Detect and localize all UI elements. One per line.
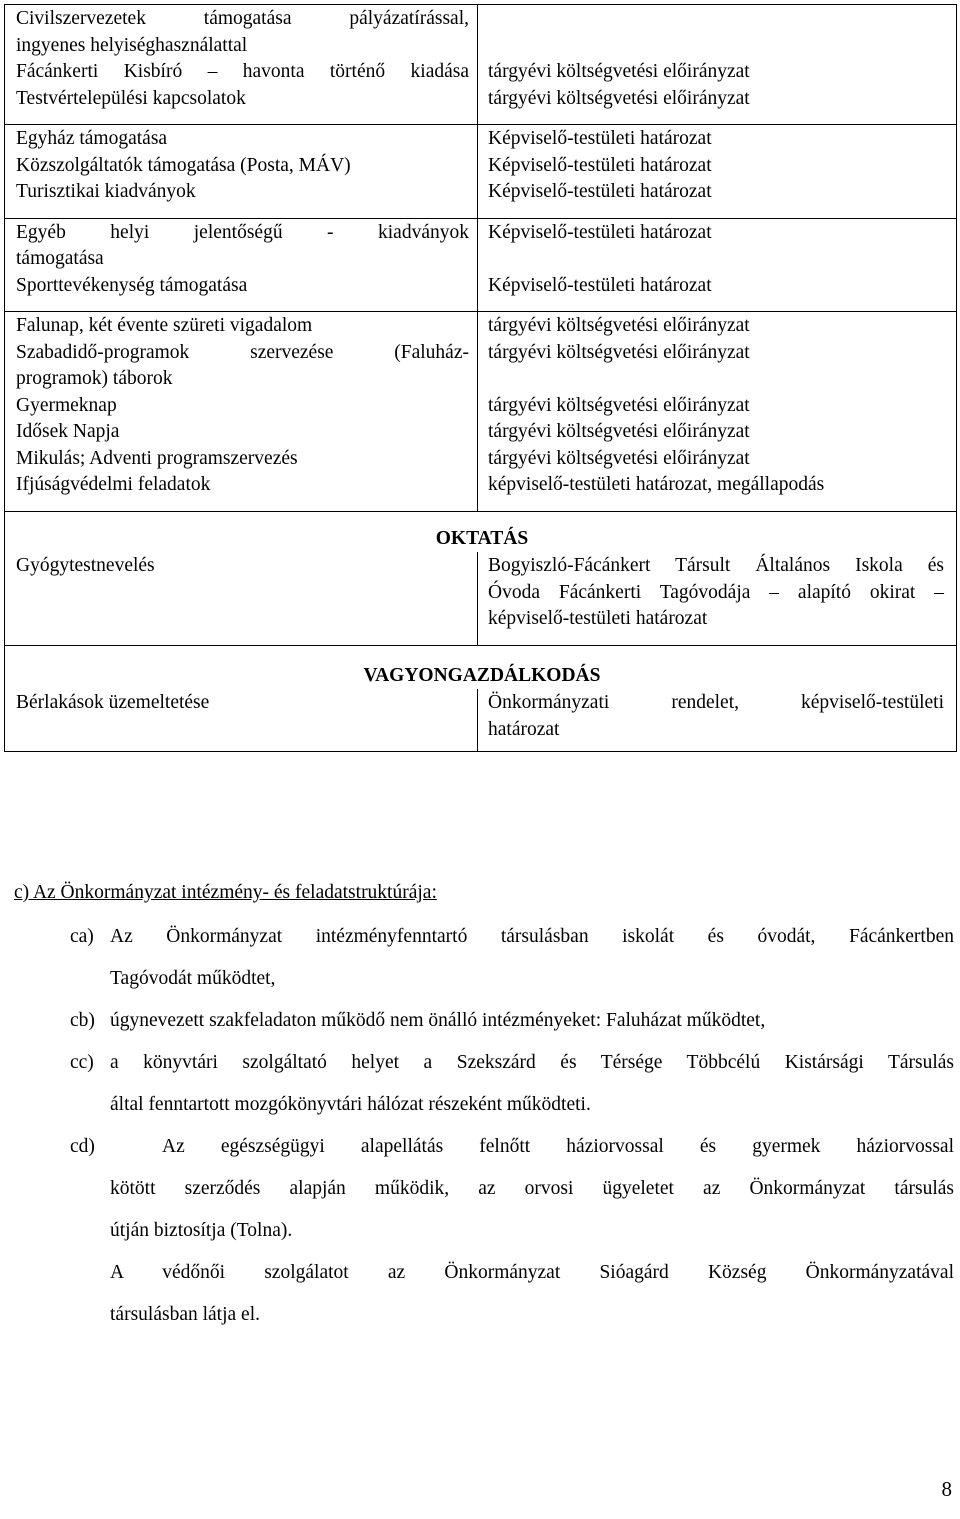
duties-table-body — [5, 5, 957, 752]
legal-basis-line: Önkormányzati rendelet, képviselő-testületi — [488, 692, 944, 713]
task-cell — [5, 312, 478, 512]
legal-basis-line: tárgyévi költségvetési előirányzat — [488, 61, 750, 82]
list-item-line: Az Önkormányzat intézményfenntartó társulásban iskolát és óvodát, Fácánkertben — [110, 926, 954, 947]
blank-line — [488, 366, 944, 393]
list-item-label: ca) — [70, 926, 94, 947]
institution-structure-section — [14, 878, 954, 1336]
table-row — [5, 125, 957, 219]
list-item-line: kötött szerződés alapján működik, az orvosi ügyeletet az Önkormányzat társulás — [110, 1178, 954, 1199]
legal-basis-line: tárgyévi költségvetési előirányzat — [488, 421, 750, 442]
task-line: Civilszervezetek támogatása pályázatírással, — [16, 8, 469, 29]
task-cell — [5, 689, 478, 752]
legal-basis-line: tárgyévi költségvetési előirányzat — [488, 394, 750, 416]
table-row — [5, 312, 957, 512]
task-cell — [5, 5, 478, 125]
task-line: Falunap, két évente szüreti vigadalom — [16, 315, 313, 336]
task-line: Idősek Napja — [16, 421, 120, 442]
task-line: Turisztikai kiadványok — [16, 181, 196, 202]
list-item-text — [110, 1000, 954, 1042]
list-item — [14, 1000, 954, 1042]
task-line: Bérlakások üzemeltetése — [16, 692, 210, 713]
heading-oktatas-row — [5, 511, 957, 552]
heading-oktatas: OKTATÁS — [5, 511, 957, 552]
task-line: ingyenes helyiséghasználattal — [16, 34, 248, 56]
task-line: Sporttevékenység támogatása — [16, 274, 248, 296]
legal-basis-line: tárgyévi költségvetési előirányzat — [488, 447, 750, 469]
list-item-line: úgynevezett szakfeladaton működő nem önálló intézményeket: Faluházat működtet, — [110, 1010, 766, 1031]
table-row — [5, 5, 957, 125]
list-item-label: cb) — [70, 1010, 95, 1031]
list-item-label: cd) — [70, 1136, 95, 1157]
blank-line — [488, 33, 944, 60]
table-row — [5, 552, 957, 645]
legal-basis-cell — [478, 5, 957, 125]
task-line: Ifjúságvédelmi feladatok — [16, 474, 211, 495]
page-number: 8 — [941, 1477, 952, 1501]
list-item-line: Tagóvodát működtet, — [110, 968, 276, 989]
legal-basis-line: tárgyévi költségvetési előirányzat — [488, 315, 750, 336]
legal-basis-line: képviselő-testületi határozat, megállapodás — [488, 474, 825, 495]
legal-basis-line: képviselő-testületi határozat — [488, 608, 708, 629]
section-title: c) Az Önkormányzat intézmény- és feladatstruktúrája: — [14, 882, 437, 903]
legal-basis-line: Óvoda Fácánkerti Tagóvodája – alapító okirat – — [488, 581, 944, 603]
list-item-line: által fenntartott mozgókönyvtári hálózat részeként működteti. — [110, 1094, 591, 1115]
legal-basis-line: Képviselő-testületi határozat — [488, 128, 712, 149]
task-line: Fácánkerti Kisbíró – havonta történő kiadása — [16, 61, 469, 82]
table-row — [5, 689, 957, 752]
legal-basis-line: Képviselő-testületi határozat — [488, 274, 712, 296]
list-item-text — [110, 1126, 954, 1336]
legal-basis-line: Képviselő-testületi határozat — [488, 181, 712, 202]
task-line: Testvértelepülési kapcsolatok — [16, 87, 246, 109]
task-line: támogatása — [16, 248, 104, 269]
task-cell — [5, 125, 478, 219]
task-line: Gyermeknap — [16, 394, 117, 416]
heading-vagyongazdalkodas: VAGYONGAZDÁLKODÁS — [5, 645, 957, 689]
task-line: Egyéb helyi jelentőségű - kiadványok — [16, 221, 469, 243]
legal-basis-cell — [478, 552, 957, 645]
list-item-line: útján biztosítja (Tolna). — [110, 1220, 293, 1241]
task-line: Gyógytestnevelés — [16, 555, 155, 576]
list-item-line: társulásban látja el. — [110, 1304, 260, 1325]
legal-basis-line: Képviselő-testületi határozat — [488, 154, 712, 176]
list-item — [14, 1126, 954, 1336]
duties-table — [4, 4, 957, 752]
heading-vagyongazdalkodas-row — [5, 645, 957, 689]
section-items — [14, 916, 954, 1336]
list-item-label: cc) — [70, 1052, 94, 1073]
blank-line — [488, 6, 944, 33]
legal-basis-cell — [478, 689, 957, 752]
blank-line — [488, 246, 944, 273]
task-line: programok) táborok — [16, 368, 173, 389]
task-line: Közszolgáltatók támogatása (Posta, MÁV) — [16, 154, 351, 176]
legal-basis-cell — [478, 125, 957, 219]
list-item — [14, 916, 954, 1000]
list-item-line: a könyvtári szolgáltató helyet a Szekszárd és Térsége Többcélú Kistársági Társulás — [110, 1052, 954, 1073]
legal-basis-line: tárgyévi költségvetési előirányzat — [488, 341, 750, 363]
list-item-line: A védőnői szolgálatot az Önkormányzat Sióagárd Község Önkormányzatával — [110, 1262, 954, 1283]
task-line: Szabadidő-programok szervezése (Faluház- — [16, 341, 469, 363]
legal-basis-line: tárgyévi költségvetési előirányzat — [488, 87, 750, 109]
legal-basis-line: Bogyiszló-Fácánkert Társult Általános Iskola és — [488, 555, 944, 576]
task-line: Egyház támogatása — [16, 128, 168, 149]
task-line: Mikulás; Adventi programszervezés — [16, 447, 298, 469]
legal-basis-line: Képviselő-testületi határozat — [488, 221, 712, 243]
list-item — [14, 1042, 954, 1126]
task-cell — [5, 552, 478, 645]
list-item-text — [110, 916, 954, 1000]
task-cell — [5, 218, 478, 312]
legal-basis-line: határozat — [488, 718, 560, 740]
legal-basis-cell — [478, 312, 957, 512]
list-item-line: Az egészségügyi alapellátás felnőtt háziorvossal és gyermek háziorvossal — [162, 1136, 954, 1157]
list-item-text — [110, 1042, 954, 1126]
legal-basis-cell — [478, 218, 957, 312]
table-row — [5, 218, 957, 312]
